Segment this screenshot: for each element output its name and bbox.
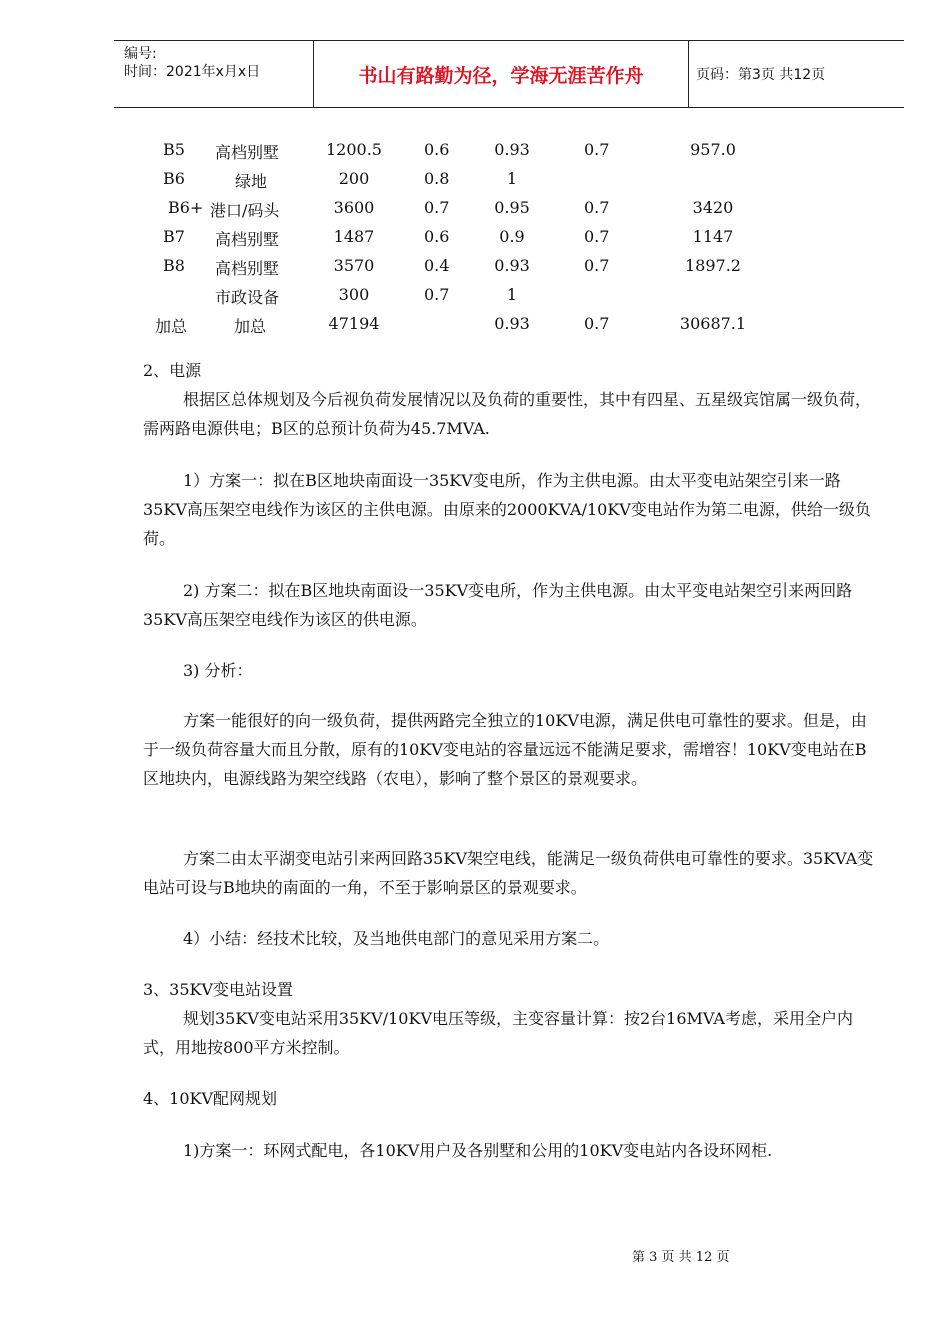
cell-load-value: 3420	[692, 198, 734, 217]
section-2-paragraph: 根据区总体规划及今后视负荷发展情况以及负荷的重要性，其中有四星、五星级宾馆属一级负荷，需两路电源供电；B区的总预计负荷为45.7MVA.	[143, 390, 872, 438]
cell-land-use: 高档别墅	[215, 259, 280, 278]
section-2-option-2: 2) 方案二：拟在B区地块南面设一35KV变电所，作为主供电源。由太平变电站架空引来两回路35KV高压架空电线作为该区的供电源。	[143, 581, 853, 629]
section-2-title: 2、电源	[143, 361, 202, 380]
cell-load-value: 1897.2	[685, 256, 741, 275]
cell-land-use: 高档别墅	[215, 230, 280, 249]
load-table	[0, 136, 950, 339]
cell-demand-factor: 0.7	[424, 198, 450, 217]
table-row	[0, 252, 950, 281]
cell-land-use: 绿地	[235, 172, 268, 191]
cell-power-factor: 1	[506, 169, 518, 188]
cell-area: 200	[338, 169, 370, 188]
section-2-analysis-1: 方案一能很好的向一级负荷，提供两路完全独立的10KV电源，满足供电可靠性的要求。但是，由于一级负荷容量大而且分散，原有的10KV变电站的容量远远不能满足要求，需增容！10KV变电站在B区地块内，电源线路为架空线路（农电），影响了整个景区的景观要求。	[143, 711, 867, 788]
cell-land-use: 加总	[234, 317, 267, 336]
cell-demand-factor: 0.7	[424, 285, 450, 304]
section-3-paragraph: 规划35KV变电站采用35KV/10KV电压等级，主变容量计算：按2台16MVA考虑，采用全户内式，用地按800平方米控制。	[143, 1009, 853, 1057]
cell-area: 1200.5	[326, 140, 382, 159]
cell-demand-factor: 0.6	[424, 140, 450, 159]
cell-demand-factor: 0.4	[424, 256, 450, 275]
cell-zone-code: B6	[163, 169, 185, 188]
cell-simultaneity-factor: 0.7	[584, 140, 610, 159]
cell-power-factor: 0.93	[494, 140, 530, 159]
cell-zone-code: B6+	[168, 198, 204, 217]
table-row	[0, 310, 950, 339]
cell-simultaneity-factor: 0.7	[584, 227, 610, 246]
cell-power-factor: 0.9	[499, 227, 525, 246]
page-header	[114, 40, 904, 108]
section-2-analysis-heading: 3) 分析：	[183, 661, 253, 680]
time-label: 时间：2021年x月x日	[124, 64, 261, 80]
cell-zone-code: B5	[163, 140, 185, 159]
table-row	[0, 136, 950, 165]
cell-simultaneity-factor: 0.7	[584, 198, 610, 217]
header-motto: 书山有路勤为径，学海无涯苦作舟	[314, 41, 689, 107]
cell-area: 300	[338, 285, 370, 304]
cell-land-use: 市政设备	[215, 288, 280, 307]
table-row	[0, 281, 950, 310]
serial-label: 编号:	[124, 46, 157, 62]
header-page-info: 页码：第3页 共12页	[696, 67, 826, 83]
section-2-option-1: 1）方案一：拟在B区地块南面设一35KV变电所，作为主供电源。由太平变电站架空引来一路35KV高压架空电线作为该区的主供电源。由原来的2000KVA/10KV变电站作为第二电源，供给一级负荷。	[143, 471, 871, 548]
cell-area: 47194	[328, 314, 380, 333]
header-meta	[114, 41, 314, 107]
section-4-option-1: 1)方案一：环网式配电，各10KV用户及各别墅和公用的10KV变电站内各设环网柜.	[183, 1141, 773, 1160]
cell-power-factor: 1	[506, 285, 518, 304]
cell-load-value: 30687.1	[679, 314, 747, 333]
cell-area: 1487	[333, 227, 375, 246]
footer-page-number: 第 3 页 共 12 页	[632, 1250, 730, 1265]
table-row	[0, 223, 950, 252]
cell-simultaneity-factor: 0.7	[584, 314, 610, 333]
cell-demand-factor: 0.6	[424, 227, 450, 246]
cell-demand-factor: 0.8	[424, 169, 450, 188]
cell-land-use: 高档别墅	[215, 143, 280, 162]
cell-zone-code: 加总	[155, 317, 188, 336]
cell-power-factor: 0.95	[494, 198, 530, 217]
table-row	[0, 165, 950, 194]
cell-land-use: 港口/码头	[210, 201, 280, 220]
table-row	[0, 194, 950, 223]
cell-load-value: 1147	[692, 227, 734, 246]
cell-simultaneity-factor: 0.7	[584, 256, 610, 275]
section-3-title: 3、35KV变电站设置	[143, 980, 294, 999]
cell-zone-code: B8	[163, 256, 185, 275]
section-2-analysis-2: 方案二由太平湖变电站引来两回路35KV架空电线，能满足一级负荷供电可靠性的要求。35KVA变电站可设与B地块的南面的一角，不至于影响景区的景观要求。	[143, 849, 874, 897]
section-4-title: 4、10KV配网规划	[143, 1089, 278, 1108]
cell-area: 3600	[333, 198, 375, 217]
cell-load-value: 957.0	[690, 140, 736, 159]
cell-zone-code: B7	[163, 227, 185, 246]
cell-power-factor: 0.93	[494, 314, 530, 333]
cell-area: 3570	[333, 256, 375, 275]
cell-power-factor: 0.93	[494, 256, 530, 275]
section-2-summary: 4）小结：经技术比较，及当地供电部门的意见采用方案二。	[183, 929, 610, 948]
